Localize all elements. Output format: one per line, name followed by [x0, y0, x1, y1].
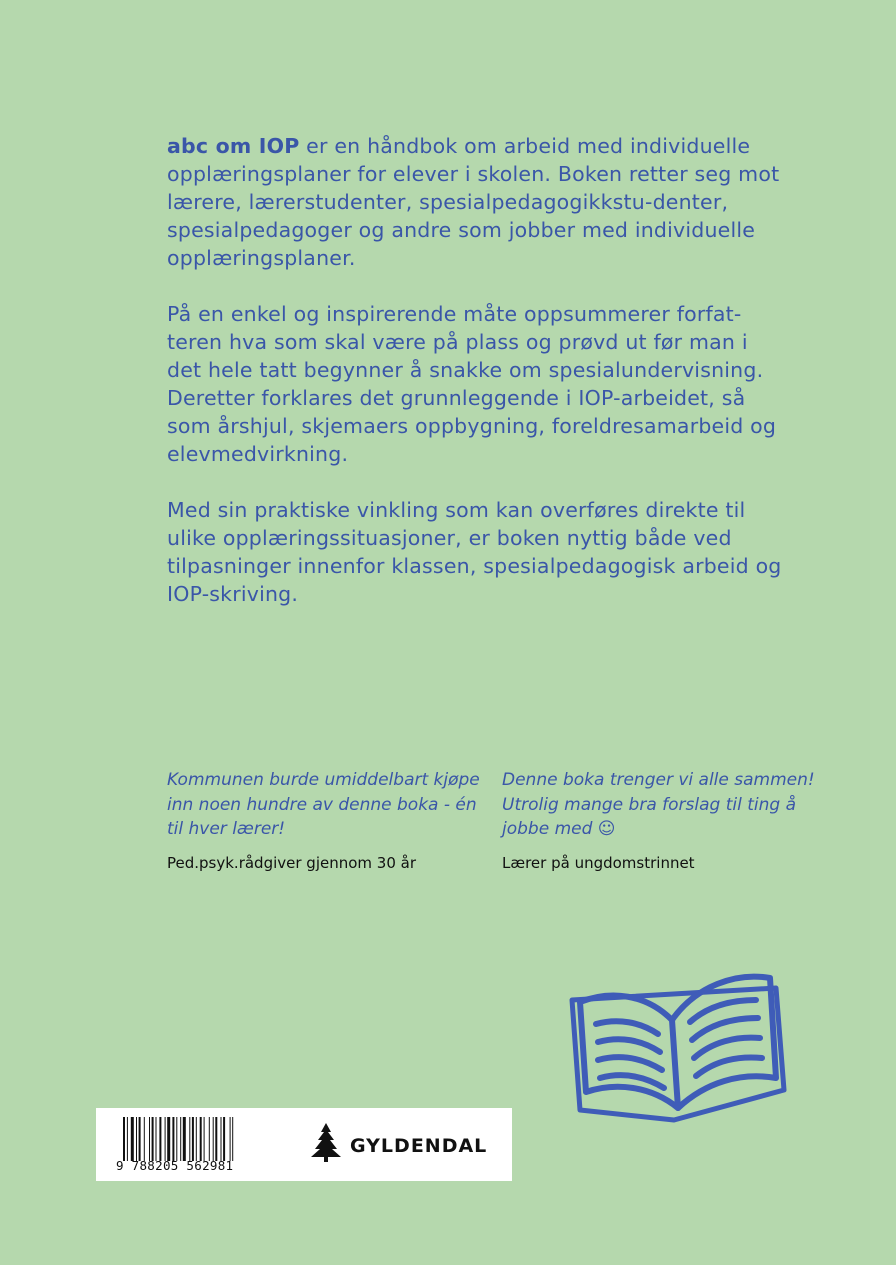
testimonial-1 — [167, 768, 487, 872]
barcode-bar — [139, 1117, 141, 1161]
open-book-icon — [566, 960, 792, 1130]
barcode-bar — [192, 1117, 194, 1161]
barcode-bar — [156, 1117, 157, 1161]
barcode-bar — [209, 1117, 210, 1161]
barcode-bar — [189, 1117, 190, 1161]
barcode-bar — [167, 1117, 170, 1161]
testimonial-2-source: Lærer på ungdomstrinnet — [502, 853, 695, 872]
blurb-paragraph-2: På en enkel og inspirerende måte oppsummerer forfat-teren hva som skal være på plass og prøvd ut før man i det hele tatt begynner å snakke om spesialundervisning. Deretter forklares det grunnleggende i IOP-arbeidet, så som årshjul, skjemaers oppbygning, foreldresamarbeid og elevmedvirkning. — [167, 302, 777, 466]
barcode-bar — [180, 1117, 181, 1161]
barcode-bar — [200, 1117, 202, 1161]
barcode-bar — [230, 1117, 231, 1161]
isbn-number: 9 788205 562981 — [116, 1158, 234, 1173]
barcode-bar — [131, 1117, 134, 1161]
barcode-bar — [165, 1117, 166, 1161]
barcode-bar — [123, 1117, 125, 1161]
barcode-bar — [204, 1117, 205, 1161]
barcode-bar — [183, 1117, 186, 1161]
barcode-bar — [213, 1117, 214, 1161]
barcode-label — [96, 1108, 512, 1181]
barcode-bar — [149, 1117, 150, 1161]
barcode-bar — [172, 1117, 174, 1161]
back-cover-blurb — [167, 132, 787, 636]
blurb-paragraph-1 — [167, 132, 787, 272]
barcode-bar — [223, 1117, 225, 1161]
barcode-bar — [221, 1117, 222, 1161]
barcode-bar — [176, 1117, 177, 1161]
barcode-bar — [144, 1117, 145, 1161]
barcode-bar — [159, 1117, 161, 1161]
blurb-paragraph-3: Med sin praktiske vinkling som kan overføres direkte til ulike opplæringssituasjoner, er boken nyttig både ved tilpasninger innenfor klassen, spesialpedagogisk arbeid og IOP-skriving. — [167, 498, 782, 606]
barcode-bar — [232, 1117, 233, 1161]
barcode-bar — [196, 1117, 197, 1161]
testimonial-1-text: Kommunen burde umiddelbart kjøpe inn noen hundre av denne boka - én til hver lærer! — [167, 770, 480, 839]
barcode — [123, 1117, 268, 1161]
testimonial-2 — [502, 768, 822, 872]
testimonial-1-source: Ped.psyk.rådgiver gjennom 30 år — [167, 853, 417, 872]
testimonial-2-text: Denne boka trenger vi alle sammen! Utrolig mange bra forslag til ting å jobbe med ☺ — [502, 770, 815, 839]
barcode-bar — [127, 1117, 128, 1161]
barcode-bar — [136, 1117, 137, 1161]
blurb-paragraph-1-text: er en håndbok om arbeid med individuelle opplæringsplaner for elever i skolen. Boken retter seg mot lærere, lærerstudenter, spesialpedagogikkstu-denter, spesialpedagoger og andre som jobber med individuelle opplæringsplaner. — [167, 134, 780, 270]
barcode-bar — [215, 1117, 217, 1161]
publisher-name: GYLDENDAL — [350, 1135, 488, 1157]
barcode-bar — [152, 1117, 154, 1161]
tree-logo-icon — [310, 1122, 342, 1162]
book-title-bold: abc om IOP — [167, 134, 300, 158]
